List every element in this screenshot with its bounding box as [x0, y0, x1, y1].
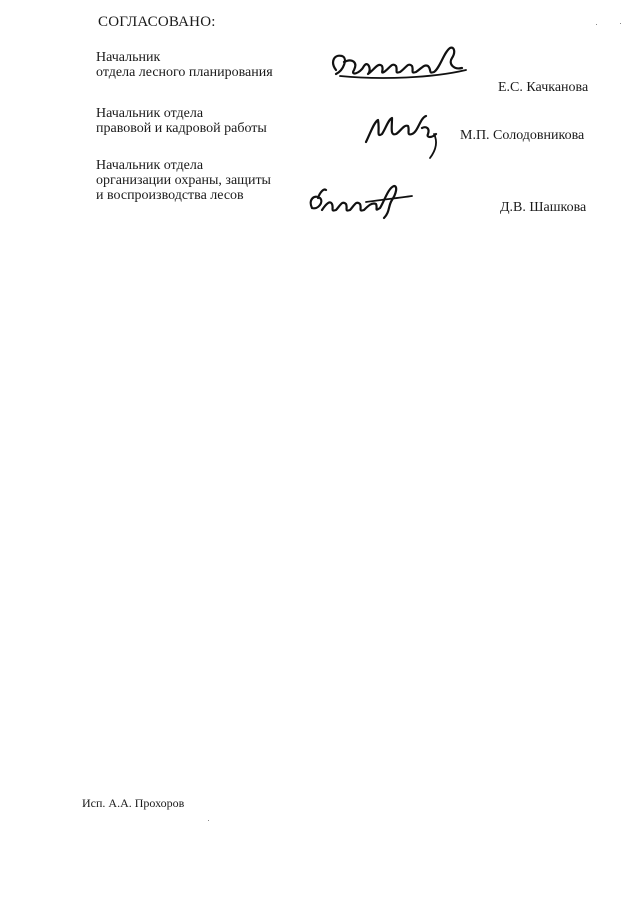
position-line: Начальник отдела [96, 158, 204, 173]
approver-name-2: М.П. Солодовникова [460, 128, 585, 143]
signature-kachkanova [322, 40, 472, 88]
signature-shashkova [304, 178, 416, 226]
approval-position-3 [96, 158, 306, 203]
position-line: и воспроизводства лесов [96, 188, 244, 203]
position-line: Начальник [96, 50, 161, 65]
scan-speck [208, 820, 209, 821]
scan-speck [596, 24, 597, 25]
approval-position-2 [96, 106, 306, 136]
approver-name-3: Д.В. Шашкова [500, 200, 587, 215]
signature-solodovnikova [360, 104, 450, 162]
approval-position-1 [96, 50, 306, 80]
approval-heading: СОГЛАСОВАНО: [98, 14, 216, 30]
scan-speck [620, 23, 621, 24]
approver-name-1: Е.С. Качканова [498, 80, 589, 95]
position-line: отдела лесного планирования [96, 65, 273, 80]
position-line: правовой и кадровой работы [96, 121, 267, 136]
position-line: Начальник отдела [96, 106, 204, 121]
executor-line: Исп. А.А. Прохоров [82, 796, 185, 810]
position-line: организации охраны, защиты [96, 173, 271, 188]
